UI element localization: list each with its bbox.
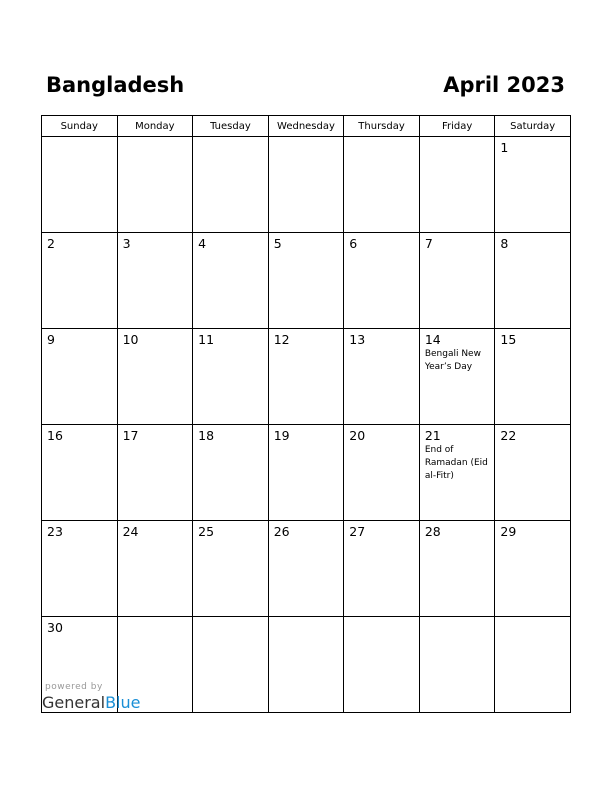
day-number: 9 — [47, 332, 55, 347]
day-number: 5 — [273, 236, 282, 251]
day-cell — [42, 521, 118, 617]
day-number: 3 — [122, 236, 131, 251]
month-year-title: April 2023 — [443, 73, 565, 97]
day-number: 13 — [349, 332, 366, 347]
day-number: 20 — [349, 428, 366, 443]
day-cell — [193, 329, 269, 425]
weekday-tuesday: Tuesday — [193, 116, 269, 137]
week-row — [42, 521, 571, 617]
weekday-saturday: Saturday — [495, 116, 571, 137]
day-cell — [42, 329, 118, 425]
day-number: 10 — [122, 332, 139, 347]
brand-blue: Blue — [105, 693, 141, 712]
day-cell — [193, 137, 269, 233]
day-number: 28 — [424, 524, 441, 539]
day-cell — [344, 425, 420, 521]
day-cell — [42, 233, 118, 329]
weekday-friday: Friday — [419, 116, 495, 137]
day-cell — [419, 425, 495, 521]
day-cell — [268, 137, 344, 233]
day-cell — [193, 425, 269, 521]
weekday-row — [42, 116, 571, 137]
day-number: 24 — [122, 524, 139, 539]
day-number: 29 — [500, 524, 517, 539]
powered-by-text: powered by — [45, 682, 103, 692]
day-number: 8 — [500, 236, 509, 251]
day-cell — [419, 329, 495, 425]
day-number: 4 — [198, 236, 207, 251]
day-cell — [344, 233, 420, 329]
day-cell — [117, 137, 193, 233]
day-number: 6 — [349, 236, 358, 251]
day-cell — [193, 233, 269, 329]
day-cell — [419, 137, 495, 233]
day-number: 7 — [424, 236, 433, 251]
calendar-header — [46, 70, 565, 100]
day-cell — [193, 617, 269, 713]
day-cell — [117, 425, 193, 521]
day-cell — [42, 137, 118, 233]
day-number: 11 — [198, 332, 215, 347]
day-cell — [268, 521, 344, 617]
calendar-body — [42, 137, 571, 713]
day-number: 18 — [198, 428, 215, 443]
holiday-label: End of Ramadan (Eid al-Fitr) — [424, 445, 488, 481]
week-row — [42, 137, 571, 233]
generalblue-logo — [42, 693, 140, 712]
day-cell — [495, 617, 571, 713]
day-number: 25 — [198, 524, 215, 539]
week-row — [42, 425, 571, 521]
day-number: 30 — [47, 620, 63, 635]
day-number: 19 — [273, 428, 290, 443]
day-cell — [42, 425, 118, 521]
weekday-monday: Monday — [117, 116, 193, 137]
day-cell — [495, 329, 571, 425]
day-number: 12 — [273, 332, 290, 347]
day-number: 27 — [349, 524, 366, 539]
day-cell — [117, 521, 193, 617]
day-number: 21 — [424, 428, 441, 443]
day-cell — [344, 521, 420, 617]
day-cell — [268, 425, 344, 521]
day-cell — [268, 233, 344, 329]
day-number: 22 — [500, 428, 517, 443]
day-cell — [419, 617, 495, 713]
day-cell — [495, 137, 571, 233]
day-cell — [495, 233, 571, 329]
day-cell — [344, 617, 420, 713]
day-number: 15 — [500, 332, 517, 347]
day-number: 2 — [47, 236, 55, 251]
day-cell — [419, 233, 495, 329]
brand-general: General — [42, 693, 106, 712]
week-row — [42, 233, 571, 329]
day-number: 16 — [47, 428, 63, 443]
day-cell — [344, 329, 420, 425]
day-cell — [419, 521, 495, 617]
day-cell — [193, 521, 269, 617]
day-number: 23 — [47, 524, 63, 539]
day-cell — [117, 329, 193, 425]
day-cell — [495, 521, 571, 617]
day-cell — [268, 329, 344, 425]
day-cell — [495, 425, 571, 521]
day-number: 14 — [424, 332, 441, 347]
footer — [42, 682, 140, 712]
day-number: 1 — [500, 140, 509, 155]
weekday-wednesday: Wednesday — [268, 116, 344, 137]
day-number: 26 — [273, 524, 290, 539]
weekday-thursday: Thursday — [344, 116, 420, 137]
calendar-grid — [41, 115, 571, 713]
country-title: Bangladesh — [46, 73, 185, 97]
day-cell — [117, 233, 193, 329]
weekday-sunday: Sunday — [42, 116, 118, 137]
day-cell — [344, 137, 420, 233]
day-cell — [268, 617, 344, 713]
holiday-label: Bengali New Year’s Day — [424, 349, 481, 372]
week-row — [42, 329, 571, 425]
day-number: 17 — [122, 428, 139, 443]
